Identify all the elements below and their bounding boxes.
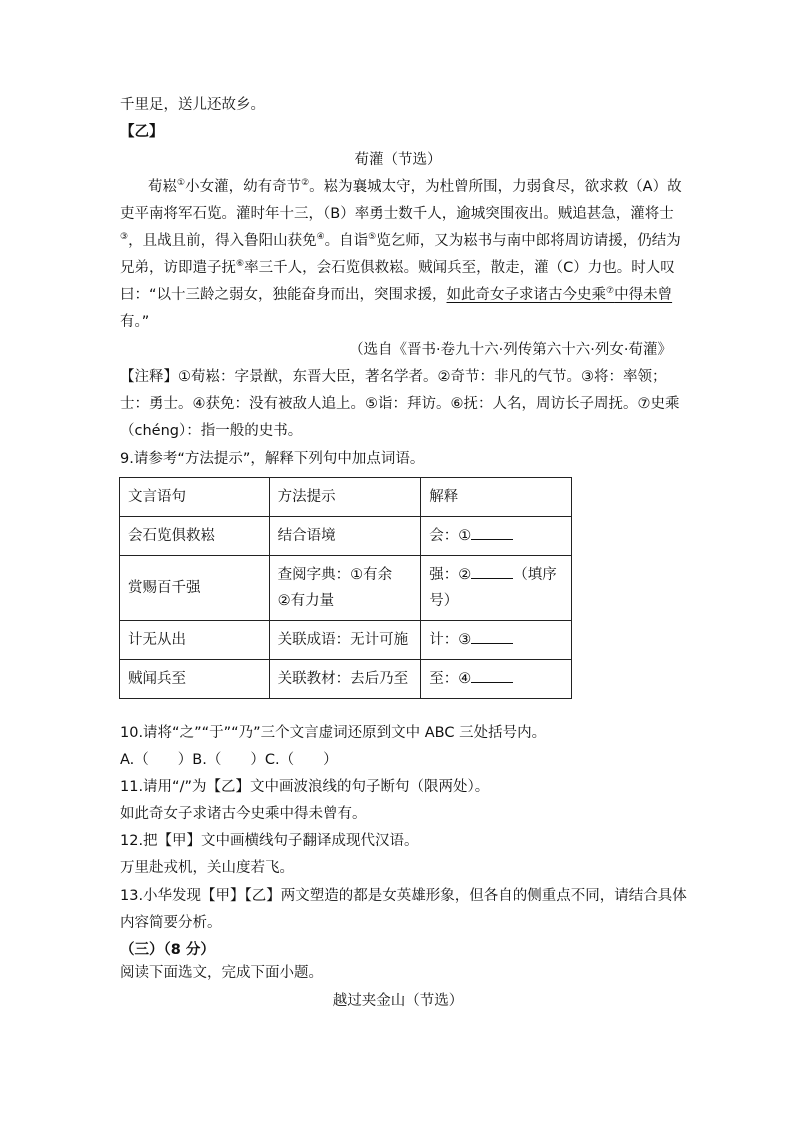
question-12: 12.把【甲】文中画横线句子翻译成现代汉语。 [120, 833, 419, 849]
section-yi-heading: 【乙】 [120, 124, 164, 140]
question-10: 10.请将“之”“于”“乃”三个文言虚词还原到文中 ABC 三处括号内。 [120, 725, 547, 741]
question-13-line-2: 内容简要分析。 [120, 915, 222, 931]
table-row [120, 556, 572, 621]
hint-cell: 关联成语：无计可施 [269, 621, 421, 660]
poem-last-line: 千里足，送儿还故乡。 [120, 97, 265, 113]
yi-title: 荀灌（节选） [354, 152, 442, 168]
answer-blank[interactable] [471, 629, 513, 644]
question-9: 9.请参考“方法提示”，解释下列句中加点词语。 [120, 451, 425, 467]
sentence-cell: 会石览俱救崧 [120, 517, 270, 556]
table-row [120, 621, 572, 660]
notes-line-1: 【注释】①荀崧：字景猷，东晋大臣，著名学者。②奇节：非凡的气节。③将：率领； [120, 369, 667, 385]
answer-cell: 会：① [421, 517, 572, 556]
answer-blank[interactable] [471, 564, 513, 579]
notes-line-3: （chéng）：指一般的史书。 [120, 423, 303, 439]
yi-para-line-4: 兄弟，访即遣子抚⑥率三千人，会石览俱救崧。贼闻兵至，散走，灌（C）力也。时人叹 [120, 259, 675, 276]
question-11-sentence: 如此奇女子求诸古今史乘中得未曾有。 [120, 806, 367, 822]
next-passage-title: 越过夹金山（节选） [332, 993, 464, 1009]
table-row [120, 660, 572, 699]
wavy-underlined-sentence: 如此奇女子求诸古今史乘⑦中得未曾 [446, 286, 673, 303]
answer-cell: 强：② （填序 号） [421, 556, 572, 621]
sentence-cell: 计无从出 [120, 621, 270, 660]
answer-cell: 计：③ [421, 621, 572, 660]
question-11: 11.请用“/”为【乙】文中画波浪线的句子断句（限两处）。 [120, 779, 490, 795]
yi-para-line-5: 曰：“以十三龄之弱女，独能奋身而出，突围求援，如此奇女子求诸古今史乘⑦中得未曾 [120, 286, 673, 303]
notes-line-2: 士：勇士。④获免：没有被敌人追上。⑤诣：拜访。⑥抚：人名，周访长子周抚。⑦史乘 [120, 396, 680, 412]
yi-para-line-1: 荀崧①小女灌，幼有奇节②。崧为襄城太守，为杜曾所围，力弱食尽，欲求救（A）故 [148, 178, 682, 195]
answer-blank[interactable] [471, 525, 513, 540]
section-3-intro: 阅读下面选文，完成下面小题。 [120, 965, 323, 981]
table-header-row [120, 478, 572, 517]
table-row [120, 517, 572, 556]
hint-cell: 关联教材：去后乃至 [269, 660, 421, 699]
method-table [119, 477, 572, 699]
question-13-line-1: 13.小华发现【甲】【乙】两文塑造的都是女英雄形象，但各自的侧重点不同，请结合具体 [120, 888, 687, 904]
question-12-sentence: 万里赴戎机，关山度若飞。 [120, 860, 294, 876]
sentence-cell: 贼闻兵至 [120, 660, 270, 699]
table-header-cell: 方法提示 [269, 478, 421, 517]
answer-blank[interactable] [471, 668, 513, 683]
answer-cell: 至：④ [421, 660, 572, 699]
yi-para-line-6: 有。” [120, 314, 150, 330]
section-3-heading: （三）（8 分） [120, 942, 215, 958]
hint-cell: 结合语境 [269, 517, 421, 556]
question-10-options: A.（ ）B.（ ）C.（ ） [120, 752, 338, 768]
table-header-cell: 文言语句 [120, 478, 270, 517]
source-citation: （选自《晋书·卷九十六·列传第六十六·列女·荀灌》 [349, 342, 672, 358]
yi-para-line-3: ③，且战且前，得入鲁阳山获免④。自诣⑤览乞师，又为崧书与南中郎将周访请援，仍结为 [120, 232, 681, 249]
table-header-cell: 解释 [421, 478, 572, 517]
sentence-cell: 赏赐百千强 [120, 556, 270, 621]
hint-cell: 查阅字典：①有余 ②有力量 [269, 556, 421, 621]
yi-para-line-2: 吏平南将军石览。灌时年十三，（B）率勇士数千人，逾城突围夜出。贼追甚急，灌将士 [120, 206, 674, 222]
